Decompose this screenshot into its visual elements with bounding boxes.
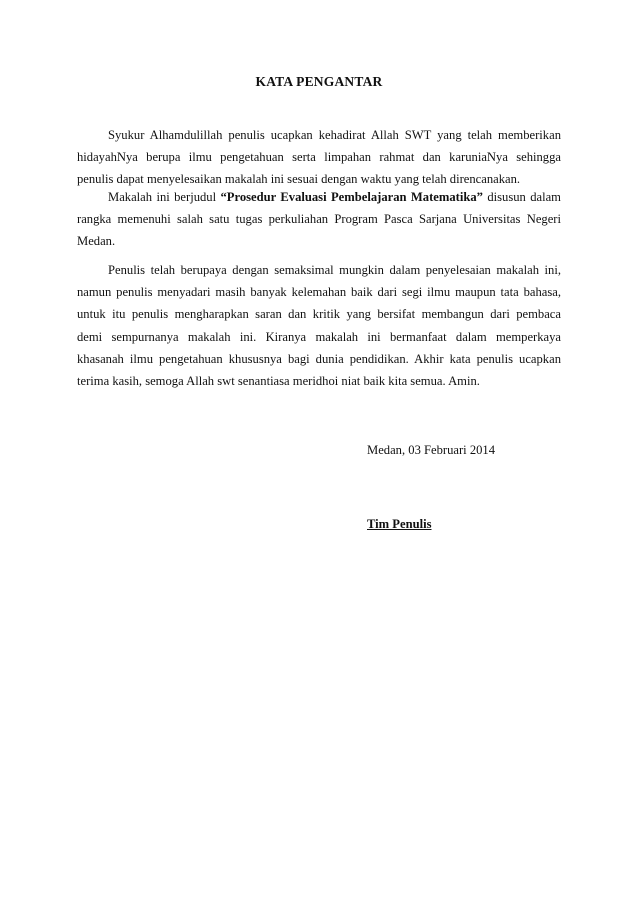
paragraph-line: namun penulis menyadari masih banyak kelemahan baik dari segi ilmu maupun tata bahasa, — [77, 285, 561, 300]
paragraph-closing — [77, 259, 561, 392]
makalah-title: “Prosedur Evaluasi Pembelajaran Matematika” — [220, 190, 483, 204]
paragraph-text: disusun dalam — [482, 190, 561, 204]
paragraph-line: Penulis telah berupaya dengan semaksimal mungkin dalam penyelesaian makalah ini, — [108, 263, 561, 277]
paragraph-title-statement — [77, 186, 561, 253]
paragraph-line: terima kasih, semoga Allah swt senantiasa meridhoi niat baik kita semua. Amin. — [77, 374, 480, 389]
signer-name: Tim Penulis — [367, 517, 432, 531]
paragraph-line: Medan. — [77, 234, 116, 249]
paragraph-line: untuk itu penulis mengharapkan saran dan kritik yang bersifat membangun dari pembaca — [77, 307, 561, 322]
paragraph-line: penulis dapat menyelesaikan makalah ini sesuai dengan waktu yang telah direncanakan. — [77, 172, 521, 187]
paragraph-line: Syukur Alhamdulillah penulis ucapkan kehadirat Allah SWT yang telah memberikan — [108, 128, 561, 142]
paragraph-line: hidayahNya berupa ilmu pengetahuan serta limpahan rahmat dan karuniaNya sehingga — [77, 150, 561, 165]
paragraph-text: Makalah ini berjudul — [108, 190, 221, 204]
paragraph-line: demi sempurnanya makalah ini. Kiranya makalah ini bermanfaat dalam memperkaya — [77, 329, 561, 344]
place-date: Medan, 03 Februari 2014 — [367, 443, 496, 457]
paragraph-line: rangka memenuhi salah satu tugas perkuliahan Program Pasca Sarjana Universitas Negeri — [77, 212, 561, 227]
page-title: KATA PENGANTAR — [255, 74, 383, 89]
paragraph-opening — [77, 124, 561, 191]
paragraph-line — [77, 186, 561, 208]
paragraph-line: khasanah ilmu pengetahuan khususnya bagi dunia pendidikan. Akhir kata penulis ucapkan — [77, 351, 561, 366]
